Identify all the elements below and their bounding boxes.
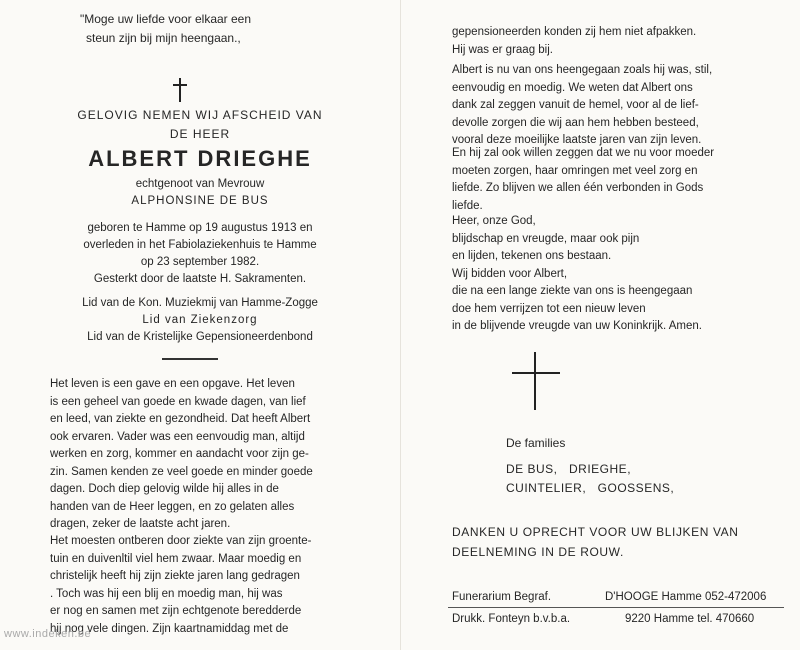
family-names-1: DE BUS, DRIEGHE,	[506, 462, 632, 476]
left-paragraph-1	[50, 376, 355, 534]
text-line: christelijk heeft hij zijn ziekte jaren lang gedragen	[50, 570, 300, 582]
spouse-name: ALPHONSINE DE BUS	[131, 195, 269, 207]
text-line: tuin en duivenltil viel hem zwaar. Maar moedig en	[50, 552, 302, 565]
small-cross-icon	[172, 78, 188, 102]
printer-contact: 9220 Hamme tel. 470660	[625, 613, 755, 625]
text-line: hij nog vele dingen. Zijn kaartnamiddag met de	[50, 622, 289, 635]
text-line: Hij was er graag bij.	[452, 43, 553, 56]
prayer	[452, 213, 772, 336]
spouse-line: echtgenoot van Mevrouw	[135, 178, 265, 190]
text-line: gepensioneerden konden zij hem niet afpakken.	[452, 26, 697, 38]
left-paragraph-2	[50, 533, 355, 638]
text-line: ook ervaren. Vader was een eenvoudig man, altijd	[50, 430, 305, 443]
funerarium-contact: D'HOOGE Hamme 052-472006	[605, 591, 767, 603]
text-line: liefde.	[452, 199, 483, 212]
printer-label: Drukk. Fonteyn b.v.b.a.	[452, 613, 571, 625]
prayer-line: doe hem verrijzen tot een nieuw leven	[452, 302, 646, 315]
quote-line-1: "Moge uw liefde voor elkaar een	[80, 12, 252, 26]
text-line: handen van de Heer leggen, en zo gelaten alles	[50, 500, 295, 513]
text-line: dagen. Doch diep gelovig wilde hij alles in de	[50, 483, 279, 495]
text-line: dank zal zeggen vanuit de hemel, voor al de lief-	[452, 99, 699, 111]
text-line: En hij zal ook willen zeggen dat we nu voor moeder	[452, 147, 715, 159]
birth-line-2: overleden in het Fabiolaziekenhuis te Hamme	[83, 239, 317, 251]
right-paragraph-2	[452, 62, 772, 150]
families-label: De families	[506, 436, 566, 450]
text-line: eenvoudig en moedig. We weten dat Albert ons	[452, 81, 693, 94]
intro-text: GELOVIG NEMEN WIJ AFSCHEID VAN	[77, 108, 323, 122]
prayer-line: Wij bidden voor Albert,	[452, 267, 568, 280]
footer-rule	[448, 607, 784, 608]
quote	[80, 10, 251, 48]
text-line: dragen, zeker de laatste acht jaren.	[50, 518, 231, 530]
text-line: Albert is nu van ons heengegaan zoals hij was, stil,	[452, 64, 713, 76]
right-paragraph-3	[452, 145, 772, 215]
sacraments-line: Gesterkt door de laatste H. Sakramenten.	[93, 273, 307, 285]
prayer-line: blijdschap en vreugde, maar ook pijn	[452, 232, 640, 245]
text-line: liefde. Zo blijven we allen één verbonden in Gods	[452, 182, 704, 194]
text-line: devolle zorgen die wij aan hem hebben besteed,	[452, 116, 699, 129]
title-text: DE HEER	[169, 127, 231, 141]
text-line: is een geheel van goede en kwade dagen, van lief	[50, 395, 306, 408]
text-line: werken en zorg, kommer en aandacht voor zijn ge-	[50, 448, 309, 460]
prayer-line: en lijden, tekenen ons bestaan.	[452, 250, 612, 262]
prayer-line: die na een lange ziekte van ons is heengegaan	[452, 285, 693, 297]
separator-line	[162, 358, 218, 360]
text-line: Het leven is een gave en een opgave. Het leven	[50, 378, 295, 390]
thanks-line-2: DEELNEMING IN DE ROUW.	[452, 545, 624, 559]
card-fold	[400, 0, 401, 650]
quote-line-2: steun zijn bij mijn heengaan.,	[86, 31, 241, 45]
membership-3: Lid van de Kristelijke Gepensioneerdenbond	[87, 331, 313, 343]
prayer-line: in de blijvende vreugde van uw Koninkrijk. Amen.	[452, 320, 702, 332]
text-line: zin. Samen kenden ze veel goede en minder goede	[50, 465, 313, 478]
text-line: moeten zorgen, haar omringen met veel zorg en	[452, 164, 698, 177]
text-line: en leed, van ziekte en gezondheid. Dat heeft Albert	[50, 413, 311, 425]
watermark: www.indeken.be	[4, 628, 92, 640]
text-line: Het moesten ontberen door ziekte van zijn groente-	[50, 535, 312, 547]
prayer-line: Heer, onze God,	[452, 215, 536, 227]
deceased-name: ALBERT DRIEGHE	[88, 146, 312, 171]
funerarium-label: Funerarium Begraf.	[452, 591, 552, 603]
birth-line-1: geboren te Hamme op 19 augustus 1913 en	[87, 222, 313, 234]
membership-2: Lid van Ziekenzorg	[142, 314, 258, 326]
family-names-2: CUINTELIER, GOOSSENS,	[506, 481, 675, 495]
membership-1: Lid van de Kon. Muziekmij van Hamme-Zogge	[82, 297, 318, 309]
text-line: er nog en samen met zijn echtgenote beredderde	[50, 605, 302, 617]
text-line: . Toch was hij een blij en moedig man, hij was	[50, 587, 283, 600]
right-paragraph-1	[452, 24, 772, 59]
large-cross-icon	[512, 352, 560, 410]
birth-line-3: op 23 september 1982.	[140, 256, 260, 268]
thanks-line-1: DANKEN U OPRECHT VOOR UW BLIJKEN VAN	[452, 525, 739, 539]
text-line: vooral deze moeilijke laatste jaren van zijn leven.	[452, 134, 702, 146]
